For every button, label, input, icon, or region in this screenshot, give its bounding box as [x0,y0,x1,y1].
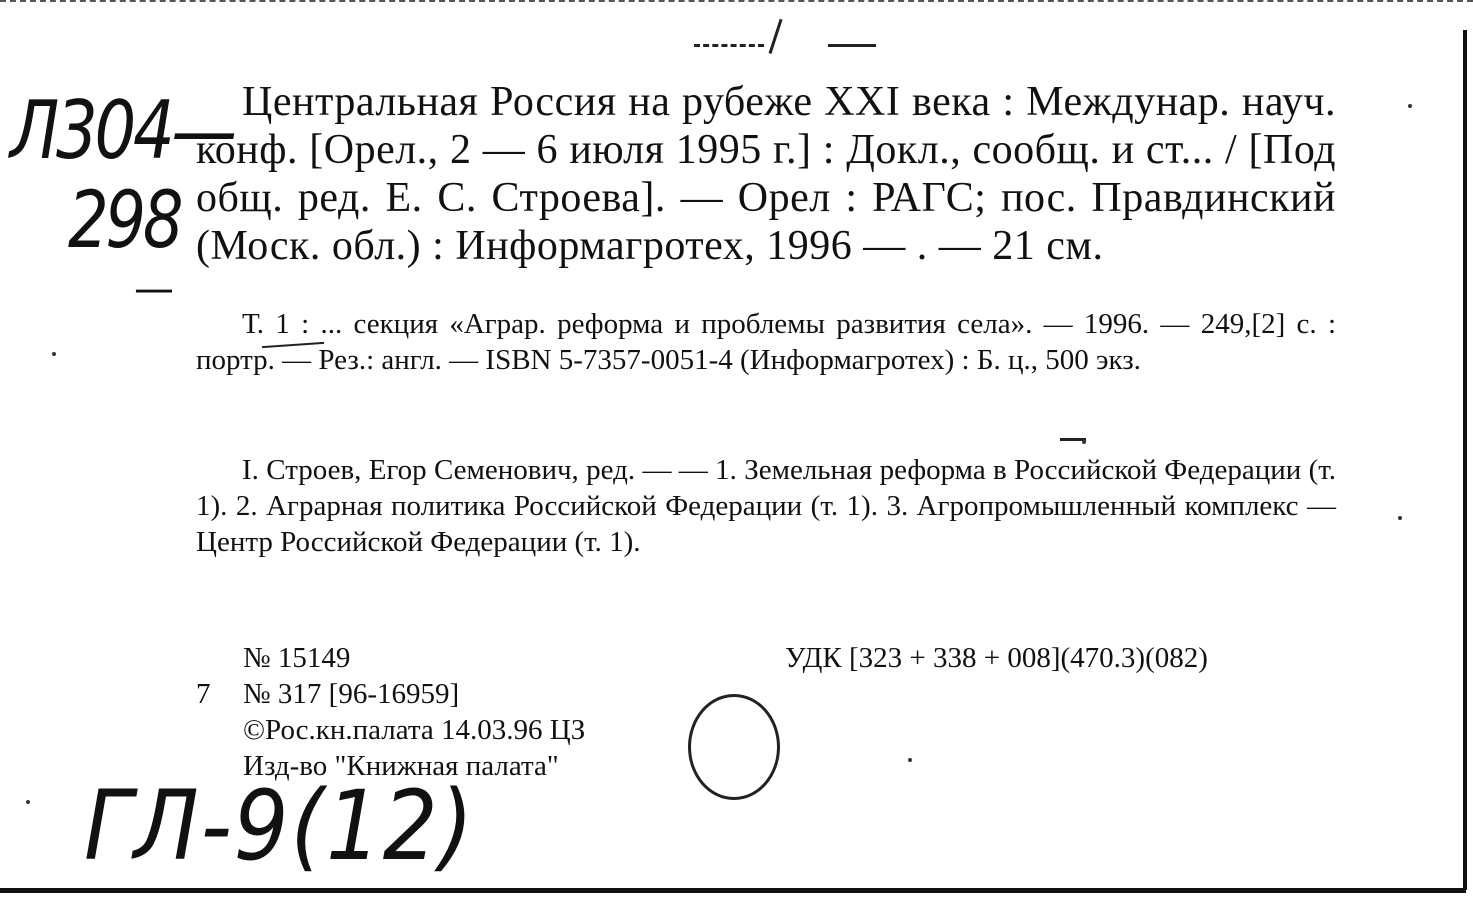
record-number: № 15149 [243,642,351,674]
speck [52,352,56,356]
main-entry-text: Центральная Россия на рубеже XXI века : Междунар. науч. конф. [Орел., 2 — 6 июля 1995 г.] : Докл., сообщ. и ст... / [Под общ. ред. Е. С. Строева]. — Орел : РАГС; пос. Правдинский (Моск. обл.) : Информагротех, 1996 — . — 21 см. [196,79,1336,269]
handwritten-shelf-mark: ГЛ-9(12) [84,770,476,882]
handwritten-call-number-line2: 298 [68,176,181,266]
volume-description-text: Т. 1 : ... секция «Аграр. реформа и проблемы развития села». — 1996. — 249,[2] с. : портр. — Рез.: англ. — ISBN 5-7357-0051-4 (Информагротех) : Б. ц., 500 экз. [196,308,1336,376]
speck [1398,516,1402,520]
card-bottom-edge [0,888,1466,893]
pen-mark-top-stroke [769,19,783,54]
hand-drawn-oval [688,694,780,800]
card-right-edge [1463,30,1467,890]
speck [1082,440,1086,444]
copyright-line: ©Рос.кн.палата 14.03.96 ЦЗ [243,714,586,746]
handwritten-call-number-dash: — [134,266,174,312]
pen-mark-top-left [694,44,764,47]
registration-number: № 317 [96-16959] [243,678,460,710]
card-count-prefix: 7 [196,678,211,710]
speck [908,758,912,762]
card-top-edge [0,0,1473,2]
speck [1408,104,1412,108]
pen-mark-top-right [828,44,876,47]
udk-classification: УДК [323 + 338 + 008](470.3)(082) [785,642,1208,674]
handwritten-call-number-line1: Л304— [10,84,234,177]
speck [26,800,30,804]
publisher-line: Изд-во "Книжная палата" [243,750,559,782]
subject-headings-text: I. Строев, Егор Семенович, ред. — — 1. Земельная реформа в Российской Федерации (т. 1). 2. Аграрная политика Российской Федерации (т. 1). 3. Агропромышленный комплекс — Центр Российской Федерации (т. 1). [196,454,1336,558]
